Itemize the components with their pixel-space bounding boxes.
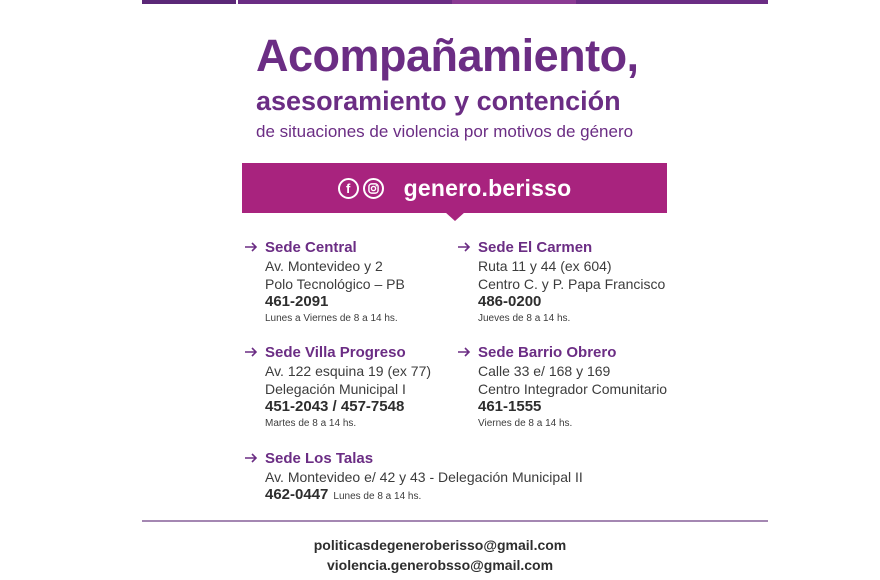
facebook-icon[interactable]: f [338,178,359,199]
sede-address-2: Delegación Municipal I [265,381,406,397]
email-politicas[interactable]: politicasdegeneroberisso@gmail.com [313,537,567,553]
sede-central [243,239,405,327]
header [256,30,676,143]
sede-phone: 461-2091 [265,293,329,310]
sede-hours: Lunes de 8 a 14 hs. [333,491,422,502]
arrow-right-icon [456,239,472,255]
sede-address: Av. Montevideo e/ 42 y 43 - Delegación Municipal II [265,469,583,485]
social-banner [242,163,667,213]
sede-name: Sede Central [265,239,357,256]
sede-hours: Lunes a Viernes de 8 a 14 hs. [265,313,398,324]
top-color-bar [142,0,768,4]
subheadline: asesoramiento y contención [256,86,621,116]
divider [142,520,768,522]
instagram-icon[interactable] [363,178,384,199]
sede-phone: 486-0200 [478,293,542,310]
sede-name: Sede El Carmen [478,239,593,256]
sede-name: Sede Barrio Obrero [478,344,617,361]
sede-hours: Martes de 8 a 14 hs. [265,418,357,429]
sede-phone: 461-1555 [478,398,542,415]
arrow-right-icon [243,239,259,255]
sede-phone: 451-2043 / 457-7548 [265,398,405,415]
sede-phone-row [265,486,583,506]
sede-address: Calle 33 e/ 168 y 169 [478,363,611,379]
arrow-right-icon [243,344,259,360]
sede-hours: Viernes de 8 a 14 hs. [478,418,573,429]
email-list [0,535,880,575]
sede-name: Sede Los Talas [265,450,374,467]
email-violencia[interactable]: violencia.generobsso@gmail.com [326,557,554,573]
sede-barrio-obrero [456,344,667,432]
sede-address-2: Polo Tecnológico – PB [265,276,405,292]
sede-address: Ruta 11 y 44 (ex 604) [478,258,612,274]
social-handle[interactable]: genero.berisso [403,174,572,201]
arrow-right-icon [243,450,259,466]
sede-address-2: Centro Integrador Comunitario [478,381,668,397]
sede-address-2: Centro C. y P. Papa Francisco [478,276,666,292]
sede-los-talas [243,450,583,506]
sede-address: Av. 122 esquina 19 (ex 77) [265,363,432,379]
sede-address: Av. Montevideo y 2 [265,258,383,274]
sede-name: Sede Villa Progreso [265,344,406,361]
arrow-right-icon [456,344,472,360]
sede-hours: Jueves de 8 a 14 hs. [478,313,571,324]
sede-villa-progreso [243,344,431,432]
headline: Acompañamiento, [256,30,639,81]
sede-el-carmen [456,239,665,327]
sede-phone: 462-0447 [265,486,329,503]
tagline: de situaciones de violencia por motivos de género [256,122,634,141]
